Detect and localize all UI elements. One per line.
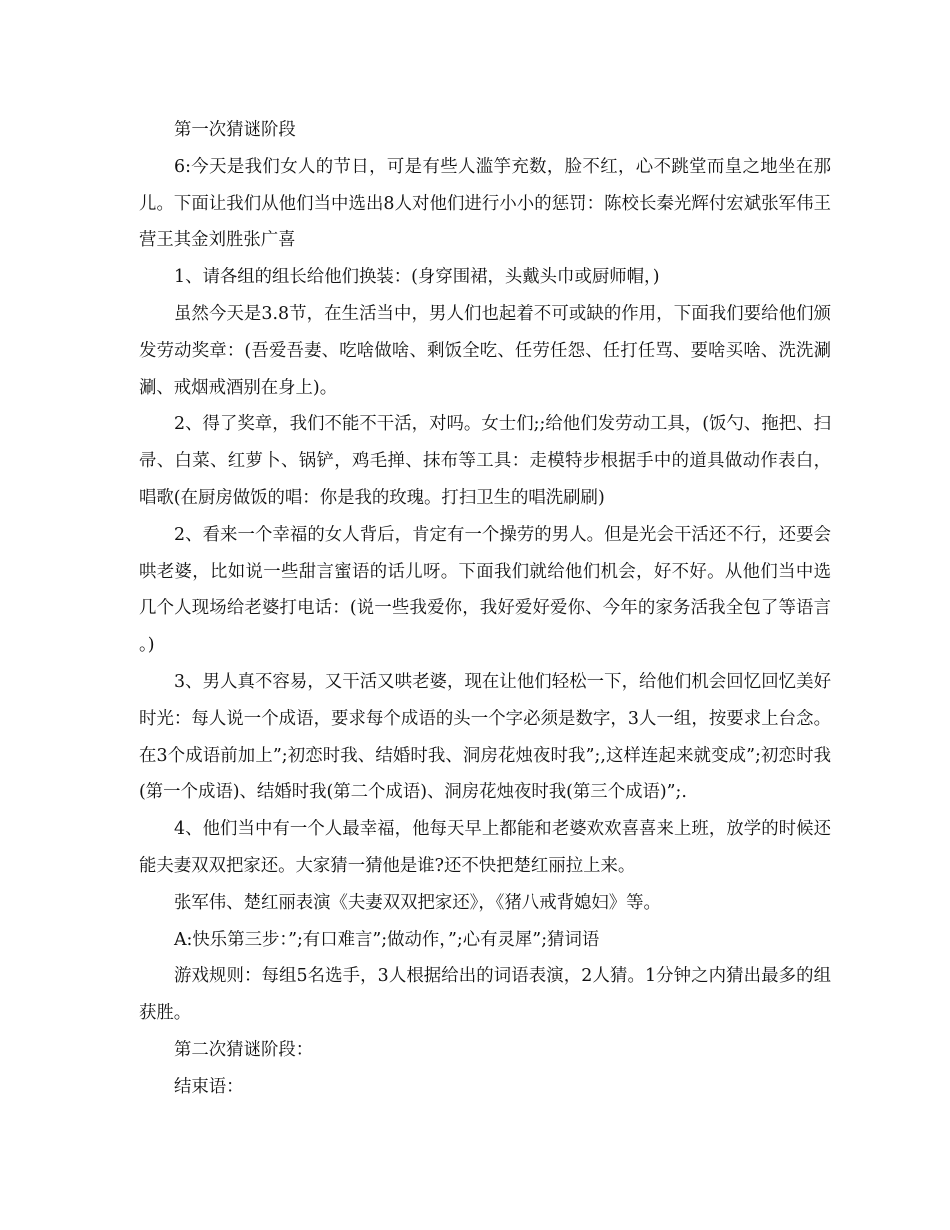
paragraph-step-4-happiest-man: 4、他们当中有一个人最幸福，他每天早上都能和老婆欢欢喜喜来上班，放学的时候还能夫妻双双把家还。大家猜一猜他是谁?还不快把楚红丽拉上来。 (139, 819, 831, 876)
paragraph-intro-punishment: 6:今天是我们女人的节日，可是有些人滥竽充数，脸不红，心不跳堂而皇之地坐在那儿。下面让我们从他们当中选出8人对他们进行小小的惩罚：陈校长秦光辉付宏斌张军伟王营王其金刘胜张广喜 (139, 156, 831, 251)
paragraph-step-2-phone-call: 2、看来一个幸福的女人背后，肯定有一个操劳的男人。但是光会干活还不行，还要会哄老婆，比如说一些甜言蜜语的话儿呀。下面我们就给他们机会，好不好。从他们当中选几个人现场给老婆打电话：(说一些我爱你，我好爱好爱你、今年的家务活我全包了等语言。) (139, 524, 831, 656)
document-body (139, 112, 831, 1106)
paragraph-game-rules: 游戏规则：每组5名选手，3人根据给出的词语表演，2人猜。1分钟之内猜出最多的组获胜。 (139, 966, 831, 1024)
section-heading-first-riddle-stage: 第一次猜谜阶段 (174, 120, 296, 140)
section-heading-closing-remarks: 结束语： (174, 1076, 244, 1097)
paragraph-step-1-costume: 1、请各组的组长给他们换装：(身穿围裙，头戴头巾或厨师帽，) (174, 267, 660, 288)
paragraph-happy-step-three: A:快乐第三步：”;有口难言”;做动作，”;心有灵犀”;猜词语 (174, 929, 600, 950)
paragraph-performance: 张军伟、楚红丽表演《夫妻双双把家还》，《猪八戒背媳妇》等。 (174, 892, 661, 913)
paragraph-step-3-idioms: 3、男人真不容易，又干活又哄老婆，现在让他们轻松一下，给他们机会回忆回忆美好时光：每人说一个成语，要求每个成语的头一个字必须是数字，3人一组，按要求上台念。在3个成语前加上”;初恋时我、结婚时我、洞房花烛夜时我”;,这样连起来就变成”;初恋时我(第一个成语)、结婚时我(第二个成语)、洞房花烛夜时我(第三个成语)”;. (139, 671, 831, 803)
paragraph-labor-medals: 虽然今天是3.8节，在生活当中，男人们也起着不可或缺的作用，下面我们要给他们颁发劳动奖章：(吾爱吾妻、吃啥做啥、剩饭全吃、任劳任怨、任打任骂、要啥买啥、洗洗涮涮、戒烟戒酒别在身上)。 (139, 303, 831, 398)
section-heading-second-riddle-stage: 第二次猜谜阶段： (174, 1039, 314, 1060)
paragraph-step-2-tools: 2、得了奖章，我们不能不干活，对吗。女士们;;给他们发劳动工具，(饭勺、拖把、扫帚、白菜、红萝卜、锅铲，鸡毛掸、抹布等工具：走模特步根据手中的道具做动作表白，唱歌(在厨房做饭的唱：你是我的玫瑰。打扫卫生的唱洗刷刷) (139, 414, 831, 508)
